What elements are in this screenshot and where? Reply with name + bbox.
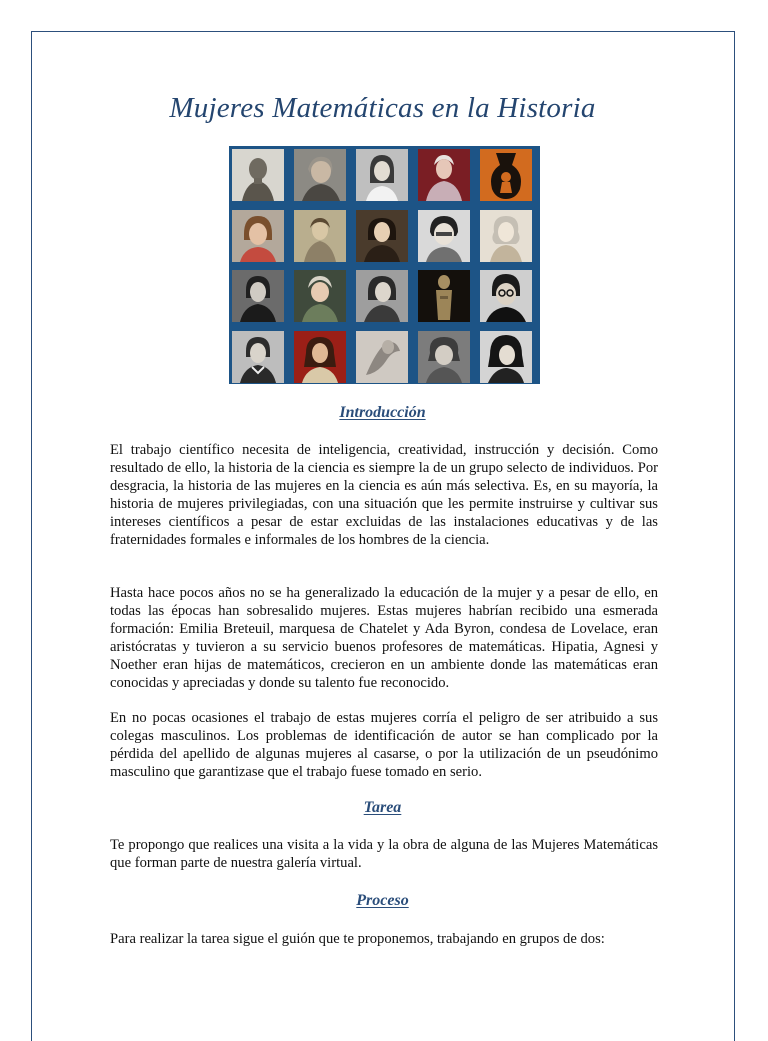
portrait-woman-7 (294, 210, 346, 262)
intro-paragraph-3: En no pocas ocasiones el trabajo de estas mujeres corría el peligro de ser atribuido a sus colegas masculinos. Los problemas de identificación de autor se han complicado por la pérdida del apellido de algunas mujeres al casarse, o por la utilización de un pseudónimo masculino que garantizase que el trabajo fuese tomado en serio. (110, 710, 658, 780)
portrait-bust-sculpture (232, 149, 284, 201)
portrait-woman-12 (294, 270, 346, 322)
portrait-woman-19 (418, 331, 470, 383)
portrait-figurine (418, 270, 470, 322)
portrait-woman-16 (232, 331, 284, 383)
section-heading-proceso: Proceso (356, 892, 409, 909)
portrait-woman-11 (232, 270, 284, 322)
portrait-woman-18 (356, 331, 408, 383)
portrait-woman-3 (356, 149, 408, 201)
portrait-woman-15 (480, 270, 532, 322)
portrait-woman-10 (480, 210, 532, 262)
portrait-woman-13 (356, 270, 408, 322)
proceso-paragraph: Para realizar la tarea sigue el guión que te proponemos, trabajando en grupos de dos: (110, 931, 605, 947)
document-title: Mujeres Matemáticas en la Historia (169, 92, 596, 124)
portrait-woman-4 (418, 149, 470, 201)
portrait-woman-6 (232, 210, 284, 262)
section-heading-introduccion: Introducción (339, 404, 426, 421)
portrait-woman-9 (418, 210, 470, 262)
portrait-woman-2 (294, 149, 346, 201)
document-page (31, 31, 735, 1041)
portrait-woman-8 (356, 210, 408, 262)
intro-paragraph-2: Hasta hace pocos años no se ha generalizado la educación de la mujer y a pesar de ello, en todas las épocas han sobresalido mujeres. Estas mujeres habrían recibido una esmerada formación: Emilia Breteuil, marquesa de Chatelet y Ada Byron, condesa de Lovelace, eran aristócratas y tuvieron a su servicio buenos profesores de matemáticas. Hipatia, Agnesi y Noether eran hijas de matemáticos, crecieron en un ambiente donde las matemáticas eran conocidas y apreciadas y donde su talento fue reconocido. (110, 585, 658, 691)
section-heading-tarea: Tarea (363, 799, 402, 816)
portrait-woman-17 (294, 331, 346, 383)
portrait-woman-20 (480, 331, 532, 383)
intro-paragraph-1: El trabajo científico necesita de inteligencia, creatividad, instrucción y decisión. Como resultado de ello, la historia de la ciencia es siempre la de un grupo selecto de individuos. Por desgracia, la historia de las mujeres en la ciencia es aún más selectiva. Es, en su mayoría, la historia de mujeres privilegiadas, con una situación que les permite instruirse y cultivar sus intereses científicos a pesar de estar excluidas de las instalaciones educativas y de las fraternidades formales e informales de los hombres de la ciencia. (110, 442, 658, 548)
portrait-greek-vase (480, 149, 532, 201)
portrait-collage (229, 146, 540, 384)
tarea-paragraph: Te propongo que realices una visita a la vida y la obra de alguna de las Mujeres Matemáticas que forman parte de nuestra galería virtual. (110, 837, 658, 871)
